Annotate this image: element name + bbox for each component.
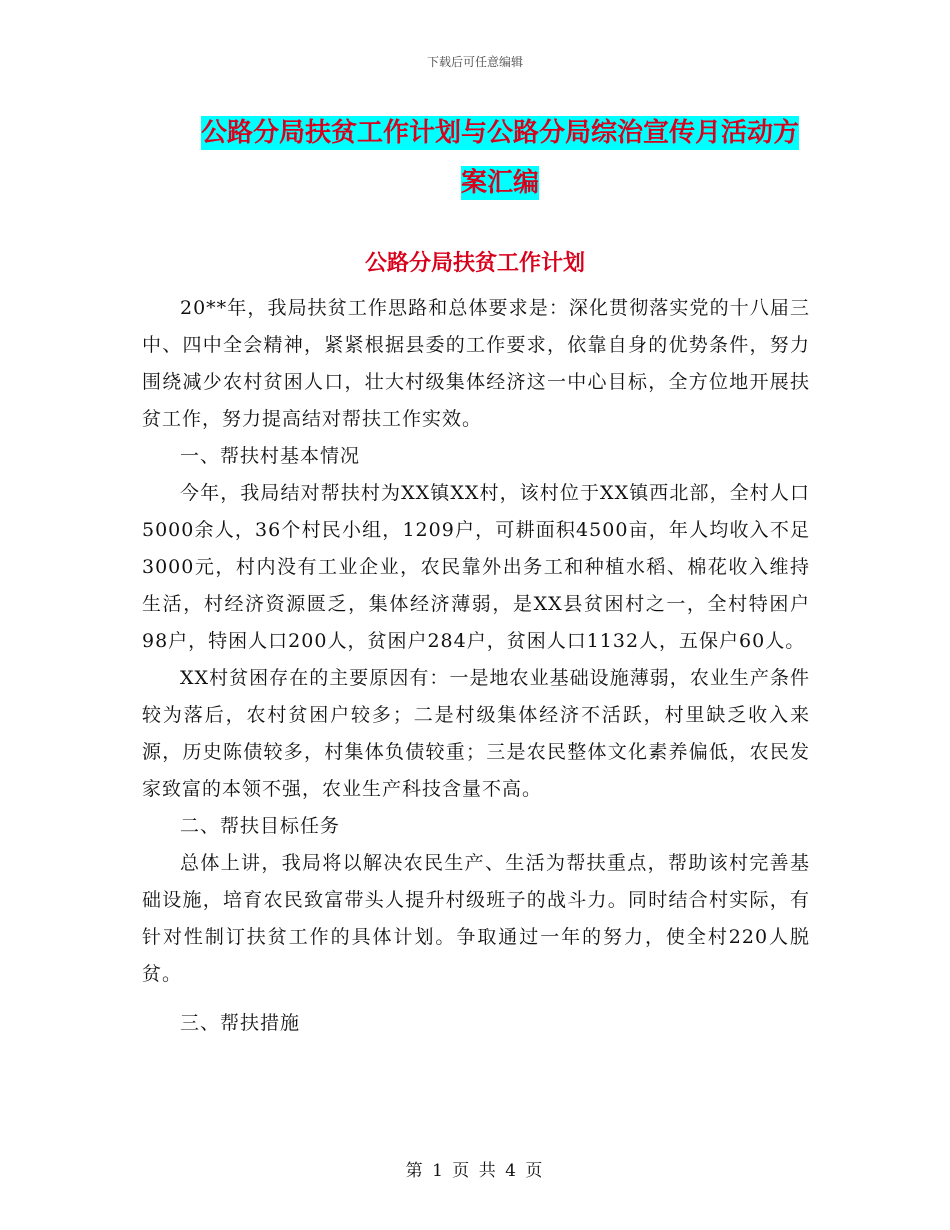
header-note: 下载后可任意编辑 xyxy=(426,55,523,69)
heading-goals: 二、帮扶目标任务 xyxy=(180,815,341,837)
section-title: 公路分局扶贫工作计划 xyxy=(364,251,585,276)
paragraph-intro: 20**年，我局扶贫工作思路和总体要求是：深化贯彻落实党的十八届三中、四中全会精神，紧紧根据县委的工作要求，依靠自身的优势条件，努力围绕减少农村贫困人口，壮大村级集体经济这一中心目标，全方位地开展扶贫工作，努力提高结对帮扶工作实效。 xyxy=(142,297,810,430)
paragraph-goals: 总体上讲，我局将以解决农民生产、生活为帮扶重点，帮助该村完善基础设施，培育农民致富带头人提升村级班子的战斗力。同时结合村实际，有针对性制订扶贫工作的具体计划。争取通过一年的努力，使全村220人脱贫。 xyxy=(142,852,810,985)
paragraph-village-situation: 今年，我局结对帮扶村为XX镇XX村，该村位于XX镇西北部，全村人口5000余人，36个村民小组，1209户，可耕面积4500亩，年人均收入不足3000元，村内没有工业企业，农民靠外出务工和种植水稻、棉花收入维持生活，村经济资源匮乏，集体经济薄弱，是XX县贫困村之一，全村特困户98户，特困人口200人，贫困户284户，贫困人口1132人，五保户60人。 xyxy=(142,482,810,652)
heading-basic-situation: 一、帮扶村基本情况 xyxy=(180,445,361,467)
document-title-line-1: 公路分局扶贫工作计划与公路分局综治宣传月活动方 xyxy=(200,118,799,148)
heading-measures: 三、帮扶措施 xyxy=(180,1012,301,1034)
document-title xyxy=(150,108,850,208)
document-title-line-2: 案汇编 xyxy=(460,168,539,198)
document-body xyxy=(142,290,810,1042)
page-footer: 第 1 页 共 4 页 xyxy=(405,1161,545,1181)
paragraph-poverty-causes: XX村贫困存在的主要原因有：一是地农业基础设施薄弱，农业生产条件较为落后，农村贫困户较多；二是村级集体经济不活跃，村里缺乏收入来源，历史陈债较多，村集体负债较重；三是农民整体文化素养偏低，农民发家致富的本领不强，农业生产科技含量不高。 xyxy=(142,667,810,800)
